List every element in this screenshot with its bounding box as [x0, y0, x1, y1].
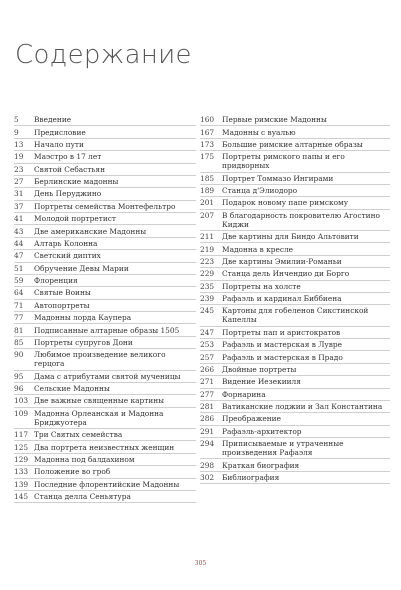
toc-page-number: 103	[14, 396, 29, 406]
toc-page-number: 117	[14, 430, 29, 440]
toc-entry	[14, 275, 196, 287]
toc-page-number: 286	[200, 414, 215, 424]
toc-entry	[200, 351, 390, 363]
toc-chapter-title: Светский диптих	[34, 251, 101, 261]
toc-page-number: 211	[200, 232, 215, 242]
toc-entry	[200, 401, 390, 413]
toc-chapter-title: Рафаэль-архитектор	[222, 426, 302, 436]
toc-page-number: 207	[200, 210, 215, 220]
toc-entry	[14, 408, 196, 429]
toc-page-number: 27	[14, 177, 24, 187]
toc-chapter-title: Мадонна в кресле	[222, 244, 294, 254]
page-title: Содержание	[15, 40, 192, 70]
toc-page-number: 175	[200, 152, 215, 162]
toc-chapter-title: Картоны для гобеленов Сикстинской Капеллы	[222, 306, 369, 325]
toc-page-number: 96	[14, 384, 24, 394]
toc-chapter-title: Святые Воины	[34, 288, 91, 298]
toc-page-number: 302	[200, 472, 215, 482]
toc-chapter-title: Обручение Девы Марии	[34, 263, 129, 273]
toc-chapter-title: Начало пути	[34, 139, 84, 149]
toc-entry	[14, 454, 196, 466]
toc-page-number: 37	[14, 201, 24, 211]
toc-chapter-title: Портреты супругов Дони	[34, 337, 133, 347]
toc-chapter-title: Сельские Мадонны	[34, 384, 110, 394]
toc-page-number: 133	[14, 467, 29, 477]
toc-chapter-title: Мадонны с вуалью	[222, 127, 296, 137]
toc-chapter-title: Портреты семейства Монтефельтро	[34, 201, 176, 211]
toc-chapter-title: Берлинские мадонны	[34, 177, 119, 187]
toc-page-number: 167	[200, 127, 215, 137]
toc-page-number: 219	[200, 244, 215, 254]
toc-entry	[200, 139, 390, 151]
toc-chapter-title: Портреты римского папы и его придворных	[222, 152, 345, 171]
toc-page-number: 298	[200, 460, 215, 470]
toc-chapter-title: Ватиканские лоджии и Зал Константина	[222, 402, 383, 412]
toc-page-number: 125	[14, 442, 29, 452]
toc-entry	[200, 197, 390, 209]
toc-entry	[200, 327, 390, 339]
toc-entry	[14, 337, 196, 349]
toc-chapter-title: Библиография	[222, 472, 280, 482]
toc-entry	[14, 263, 196, 275]
toc-page-number: 64	[14, 288, 24, 298]
toc-chapter-title: Мадонна под балдахином	[34, 454, 135, 464]
toc-entry	[14, 371, 196, 383]
toc-chapter-title: Рафаэль и мастерская в Прадо	[222, 352, 343, 362]
toc-entry	[14, 312, 196, 324]
toc-chapter-title: Станца д'Элиодоро	[222, 186, 298, 196]
toc-entry	[14, 466, 196, 478]
toc-chapter-title: Краткая биография	[222, 460, 300, 470]
toc-entry	[14, 188, 196, 200]
toc-page-number: 59	[14, 276, 24, 286]
toc-page-number: 95	[14, 371, 24, 381]
toc-entry	[200, 185, 390, 197]
toc-chapter-title: Станца дель Инчендио ди Борго	[222, 269, 350, 279]
toc-chapter-title: Приписываемые и утраченные произведения Рафаэля	[222, 439, 344, 458]
toc-entry	[200, 459, 390, 471]
toc-page-number: 51	[14, 263, 24, 273]
toc-page-number: 71	[14, 300, 24, 310]
toc-page-number: 129	[14, 454, 29, 464]
toc-page-number: 189	[200, 186, 215, 196]
toc-page-number: 85	[14, 337, 24, 347]
toc-page-number: 173	[200, 139, 215, 149]
toc-page-number: 247	[200, 327, 215, 337]
toc-entry	[14, 151, 196, 163]
toc-entry	[200, 243, 390, 255]
toc-page-number: 90	[14, 350, 24, 360]
toc-chapter-title: Любимое произведение великого герцога	[34, 350, 166, 369]
toc-entry	[200, 376, 390, 388]
toc-chapter-title: Мадонны лорда Каупера	[34, 313, 132, 323]
toc-entry	[200, 364, 390, 376]
toc-entry	[200, 426, 390, 438]
toc-chapter-title: Маэстро в 17 лет	[34, 152, 102, 162]
toc-page-number: 245	[200, 306, 215, 316]
toc-column-right	[200, 114, 390, 484]
toc-page-number: 160	[200, 115, 215, 125]
toc-entry	[14, 164, 196, 176]
toc-entry	[14, 213, 196, 225]
toc-chapter-title: Портреты на холсте	[222, 281, 301, 291]
toc-chapter-title: Первые римские Мадонны	[222, 115, 327, 125]
toc-entry	[200, 339, 390, 351]
toc-entry	[200, 114, 390, 126]
toc-column-left	[14, 114, 196, 503]
toc-page-number: 19	[14, 152, 24, 162]
toc-entry	[200, 210, 390, 231]
toc-entry	[14, 441, 196, 453]
toc-chapter-title: Преображение	[222, 414, 281, 424]
toc-chapter-title: Два портрета неизвестных женщин	[34, 442, 175, 452]
toc-entry	[14, 225, 196, 237]
toc-entry	[200, 413, 390, 425]
toc-entry	[200, 268, 390, 280]
toc-page-number: 47	[14, 251, 24, 261]
toc-entry	[200, 151, 390, 172]
toc-entry	[200, 472, 390, 484]
toc-entry	[14, 201, 196, 213]
toc-chapter-title: Портреты пап и аристократов	[222, 327, 341, 337]
toc-chapter-title: Мадонна Орлеанская и Мадонна Бриджуотера	[34, 408, 164, 427]
toc-entry	[14, 126, 196, 138]
toc-page-number: 229	[200, 269, 215, 279]
page-number: 305	[194, 560, 207, 567]
toc-chapter-title: Три Святых семейства	[34, 430, 123, 440]
toc-chapter-title: Две картины для Биндо Альтовити	[222, 232, 359, 242]
toc-chapter-title: Положение во гроб	[34, 467, 111, 477]
toc-page-number: 23	[14, 164, 24, 174]
toc-page-number: 9	[14, 127, 19, 137]
toc-entry	[200, 438, 390, 459]
toc-chapter-title: Рафаэль и мастерская в Лувре	[222, 340, 343, 350]
toc-entry	[14, 491, 196, 503]
toc-entry	[200, 231, 390, 243]
toc-page-number: 5	[14, 115, 19, 125]
toc-page-number: 43	[14, 226, 24, 236]
toc-chapter-title: Рафаэль и кардинал Биббиена	[222, 294, 342, 304]
toc-entry	[14, 300, 196, 312]
toc-chapter-title: Двойные портреты	[222, 364, 297, 374]
toc-entry	[14, 238, 196, 250]
toc-chapter-title: Большие римские алтарные образы	[222, 139, 363, 149]
toc-entry	[200, 389, 390, 401]
toc-entry	[200, 305, 390, 326]
toc-entry	[14, 429, 196, 441]
toc-entry	[14, 250, 196, 262]
toc-chapter-title: Подарок новому папе римскому	[222, 198, 349, 208]
toc-entry	[14, 176, 196, 188]
toc-chapter-title: Флоренция	[34, 276, 78, 286]
toc-chapter-title: Две важные священные картины	[34, 396, 165, 406]
toc-chapter-title: Дама с атрибутами святой мученицы	[34, 371, 181, 381]
toc-chapter-title: Святой Себастьян	[34, 164, 106, 174]
toc-chapter-title: Портрет Томмазо Ингирами	[222, 173, 334, 183]
toc-page-number: 201	[200, 198, 215, 208]
toc-entry	[14, 324, 196, 336]
toc-entry	[14, 479, 196, 491]
toc-page-number: 235	[200, 281, 215, 291]
toc-chapter-title: Автопортреты	[34, 300, 90, 310]
toc-page-number: 239	[200, 294, 215, 304]
toc-entry	[200, 126, 390, 138]
toc-entry	[14, 395, 196, 407]
toc-page-number: 109	[14, 408, 29, 418]
toc-page-number: 44	[14, 238, 24, 248]
toc-entry	[200, 281, 390, 293]
toc-page-number: 139	[14, 479, 29, 489]
toc-chapter-title: Станца делла Сеньятура	[34, 492, 131, 502]
toc-chapter-title: В благодарность покровителю Агостино Киджи	[222, 210, 380, 229]
toc-page-number: 145	[14, 492, 29, 502]
toc-chapter-title: Предисловие	[34, 127, 86, 137]
toc-entry	[200, 256, 390, 268]
toc-page-number: 294	[200, 439, 215, 449]
toc-chapter-title: Подписанные алтарные образы 1505	[34, 325, 180, 335]
toc-entry	[14, 114, 196, 126]
toc-page-number: 253	[200, 340, 215, 350]
toc-page-number: 281	[200, 402, 215, 412]
toc-entry	[14, 349, 196, 370]
toc-page-number: 77	[14, 313, 24, 323]
toc-page-number: 277	[200, 389, 215, 399]
toc-page-number: 223	[200, 256, 215, 266]
toc-chapter-title: Форнарина	[222, 389, 266, 399]
toc-chapter-title: Введение	[34, 115, 72, 125]
toc-entry	[14, 139, 196, 151]
toc-page-number: 291	[200, 426, 215, 436]
toc-page-number: 266	[200, 364, 215, 374]
toc-page-number: 81	[14, 325, 24, 335]
toc-chapter-title: Две картины Эмилии-Романьи	[222, 256, 342, 266]
toc-page-number: 257	[200, 352, 215, 362]
toc-page-number: 31	[14, 189, 24, 199]
toc-page-number: 185	[200, 173, 215, 183]
toc-page-number: 41	[14, 214, 24, 224]
toc-entry	[200, 173, 390, 185]
toc-entry	[200, 293, 390, 305]
toc-page-number: 271	[200, 377, 215, 387]
toc-chapter-title: Две американские Мадонны	[34, 226, 147, 236]
toc-chapter-title: Последние флорентийские Мадонны	[34, 479, 180, 489]
toc-chapter-title: Видение Иезекииля	[222, 377, 301, 387]
toc-chapter-title: День Перуджино	[34, 189, 102, 199]
toc-entry	[14, 383, 196, 395]
toc-entry	[14, 287, 196, 299]
toc-chapter-title: Алтарь Колонна	[34, 238, 98, 248]
toc-page-number: 13	[14, 139, 24, 149]
toc-chapter-title: Молодой портретист	[34, 214, 116, 224]
